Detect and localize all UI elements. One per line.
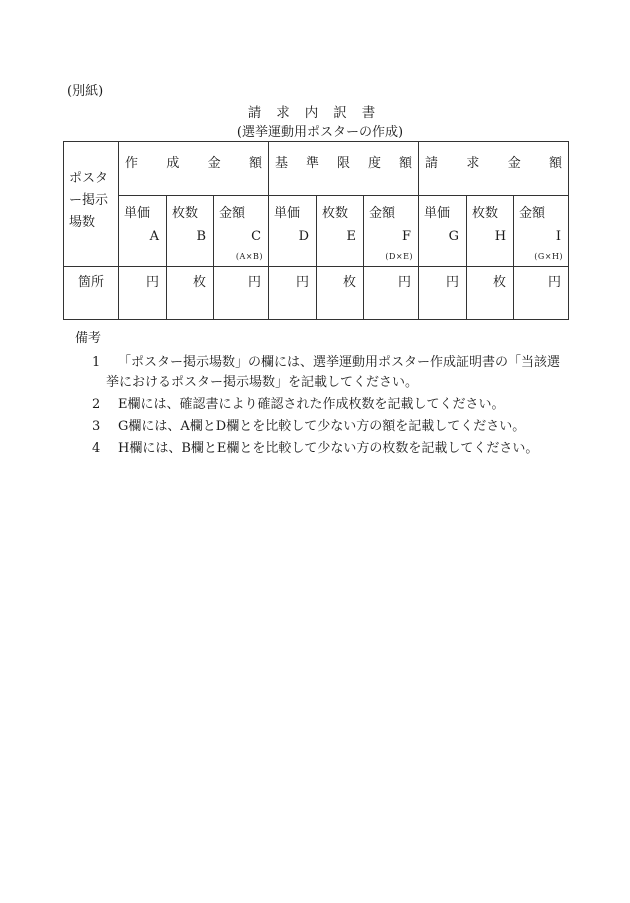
column-label: 金額: [369, 206, 396, 221]
unit-label: 円: [145, 275, 159, 290]
row-header-line: 場数: [69, 215, 96, 230]
column-f-header: [364, 196, 419, 267]
group-label-char: 作: [125, 156, 139, 171]
cell-c[interactable]: [214, 267, 269, 320]
column-e-header: [317, 196, 364, 267]
column-letter: E: [346, 229, 357, 244]
note-number: 4: [92, 441, 101, 456]
cell-a[interactable]: [119, 267, 167, 320]
column-letter: D: [298, 229, 310, 244]
column-letter: H: [494, 229, 507, 244]
column-formula: (D×E): [385, 252, 414, 261]
group-label-char: 成: [166, 156, 180, 171]
column-g-header: [419, 196, 467, 267]
unit-label: 枚: [192, 275, 206, 290]
column-d-header: [269, 196, 317, 267]
cell-g[interactable]: [419, 267, 467, 320]
unit-label: 円: [296, 275, 310, 290]
column-label: 単価: [424, 206, 451, 221]
production-amount-header: [119, 142, 269, 196]
column-label: 枚数: [172, 206, 199, 221]
row-header-line: ー掲示: [69, 193, 109, 208]
standard-limit-header: [269, 142, 419, 196]
group-label-char: 金: [207, 156, 221, 171]
column-label: 枚数: [322, 206, 349, 221]
place-unit: 箇所: [77, 275, 104, 290]
note-text: H欄には、B欄とE欄とを比較して少ない方の枚数を記載してください。: [118, 441, 539, 456]
column-label: 単価: [124, 206, 151, 221]
unit-label: 円: [446, 275, 460, 290]
column-letter: C: [251, 229, 262, 244]
poster-board-count-header: [64, 142, 119, 267]
column-label: 枚数: [472, 206, 499, 221]
column-a-header: [119, 196, 167, 267]
invoice-breakdown-table: [63, 141, 569, 320]
group-label-char: 額: [549, 156, 563, 171]
group-label-char: 額: [248, 156, 262, 171]
column-c-header: [214, 196, 269, 267]
note-text: G欄には、A欄とD欄とを比較して少ない方の額を記載してください。: [118, 419, 526, 434]
column-letter: G: [448, 229, 460, 244]
note-item: [92, 439, 570, 459]
unit-label: 枚: [493, 275, 507, 290]
note-number: 3: [92, 419, 101, 434]
page-title: 請求内訳書: [247, 105, 391, 121]
column-h-header: [467, 196, 514, 267]
column-i-header: [514, 196, 569, 267]
cell-f[interactable]: [364, 267, 419, 320]
cell-h[interactable]: [467, 267, 514, 320]
notes-heading: 備考: [75, 331, 102, 346]
column-letter: B: [196, 229, 206, 244]
group-label-char: 請: [425, 156, 439, 171]
place-count-cell[interactable]: [64, 267, 119, 320]
note-text: 「ポスター掲示場数」の欄には、選挙運動用ポスター作成証明書の「当該選挙におけるポスター掲示場数」を記載してください。: [106, 355, 561, 390]
group-label-char: 度: [368, 156, 382, 171]
unit-label: 円: [248, 275, 262, 290]
group-label-char: 限: [337, 156, 351, 171]
unit-label: 円: [398, 275, 412, 290]
group-label-char: 基: [275, 156, 289, 171]
column-label: 単価: [274, 206, 301, 221]
note-item: [92, 417, 570, 437]
annex-label: (別紙): [67, 84, 104, 99]
note-item: [92, 353, 570, 393]
row-header-line: ポスタ: [69, 171, 109, 186]
note-number: 1: [92, 355, 101, 370]
notes-list: [92, 353, 570, 461]
claim-amount-header: [419, 142, 569, 196]
column-label: 金額: [219, 206, 246, 221]
page-subtitle: (選挙運動用ポスターの作成): [236, 125, 404, 140]
cell-i[interactable]: [514, 267, 569, 320]
column-letter: F: [402, 229, 412, 244]
group-label-char: 準: [306, 156, 320, 171]
group-label-char: 金: [507, 156, 521, 171]
note-text: E欄には、確認書により確認された作成枚数を記載してください。: [118, 397, 505, 412]
note-number: 2: [92, 397, 101, 412]
column-letter: I: [555, 229, 562, 244]
column-formula: (A×B): [235, 252, 264, 261]
column-b-header: [167, 196, 214, 267]
unit-label: 円: [548, 275, 562, 290]
note-item: [92, 395, 570, 415]
unit-label: 枚: [343, 275, 357, 290]
group-label-char: 額: [399, 156, 413, 171]
cell-e[interactable]: [317, 267, 364, 320]
column-letter: A: [149, 229, 159, 244]
group-label-char: 求: [466, 156, 480, 171]
column-formula: (G×H): [534, 252, 564, 261]
cell-d[interactable]: [269, 267, 317, 320]
cell-b[interactable]: [167, 267, 214, 320]
column-label: 金額: [519, 206, 546, 221]
